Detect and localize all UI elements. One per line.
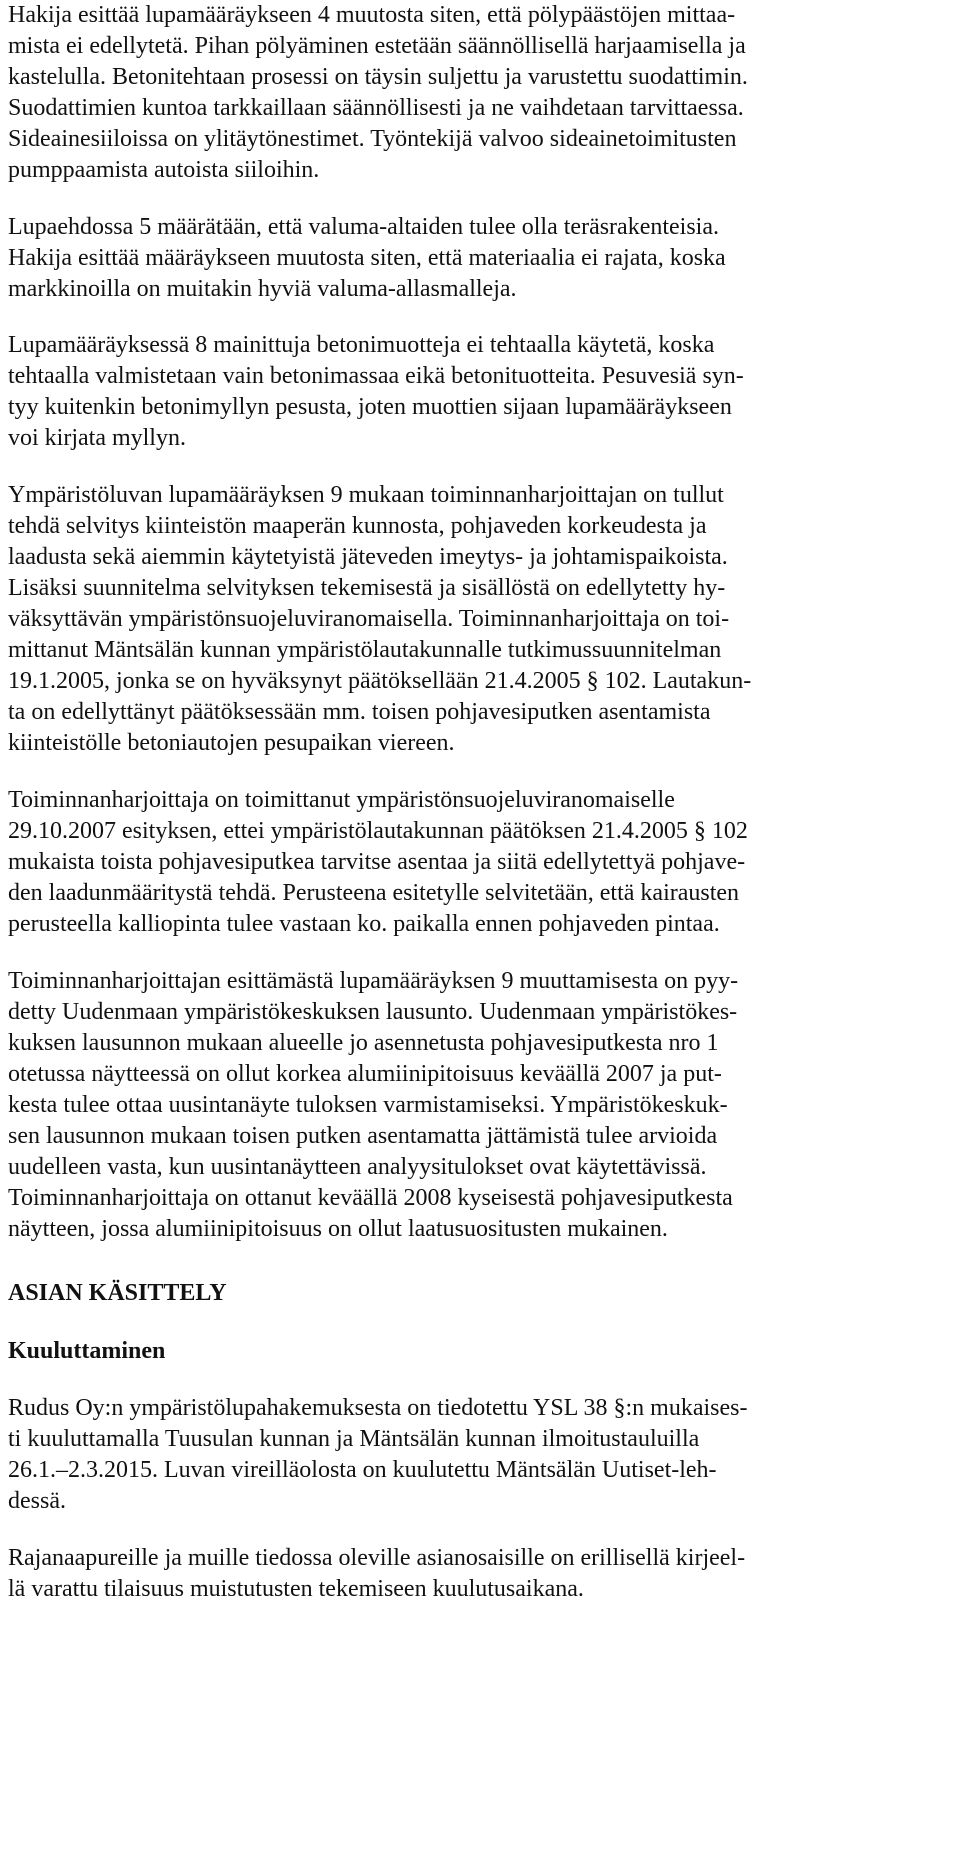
text-line: kiinteistölle betoniautojen pesupaikan viereen. (8, 730, 455, 756)
text-line: kesta tulee ottaa uusintanäyte tuloksen varmistamiseksi. Ympäristökeskuk- (8, 1092, 728, 1118)
text-line: dessä. (8, 1488, 66, 1514)
text-line: tehdä selvitys kiinteistön maaperän kunnosta, pohjaveden korkeudesta ja (8, 513, 707, 539)
text-line: Lupamääräyksessä 8 mainittuja betonimuotteja ei tehtaalla käytetä, koska (8, 332, 715, 358)
text-line: perusteella kalliopinta tulee vastaan ko. paikalla ennen pohjaveden pintaa. (8, 911, 720, 937)
text-line: uudelleen vasta, kun uusintanäytteen analyysitulokset ovat käytettävissä. (8, 1154, 707, 1180)
text-line: Toiminnanharjoittaja on ottanut keväällä 2008 kyseisestä pohjavesiputkesta (8, 1185, 733, 1211)
text-line: sen lausunnon mukaan toisen putken asentamatta jättämistä tulee arvioida (8, 1123, 718, 1149)
text-line: markkinoilla on muitakin hyviä valuma-allasmalleja. (8, 276, 517, 302)
text-line: kuksen lausunnon mukaan alueelle jo asennetusta pohjavesiputkesta nro 1 (8, 1030, 719, 1056)
text-line: Rajanaapureille ja muille tiedossa oleville asianosaisille on erillisellä kirjeel- (8, 1545, 746, 1571)
text-line: detty Uudenmaan ympäristökeskuksen lausunto. Uudenmaan ympäristökes- (8, 999, 738, 1025)
text-line: mittanut Mäntsälän kunnan ympäristölautakunnalle tutkimussuunnitelman (8, 637, 722, 663)
text-line: voi kirjata myllyn. (8, 425, 186, 451)
text-line: Sideainesiiloissa on ylitäytönestimet. Työntekijä valvoo sideainetoimitusten (8, 126, 737, 152)
text-line: näytteen, jossa alumiinipitoisuus on ollut laatusuositusten mukainen. (8, 1216, 668, 1242)
text-line: otetussa näytteessä on ollut korkea alumiinipitoisuus keväällä 2007 ja put- (8, 1061, 722, 1087)
text-line: mukaista toista pohjavesiputkea tarvitse asentaa ja siitä edellytettyä pohjave- (8, 849, 746, 875)
text-line: 19.1.2005, jonka se on hyväksynyt päätöksellään 21.4.2005 § 102. Lautakun- (8, 668, 752, 694)
text-line: Hakija esittää lupamääräykseen 4 muutosta siten, että pölypäästöjen mittaa- (8, 2, 736, 28)
subsection-heading: Kuuluttaminen (8, 1338, 166, 1364)
text-line: Lupaehdossa 5 määrätään, että valuma-altaiden tulee olla teräsrakenteisia. (8, 214, 719, 240)
text-line: ta on edellyttänyt päätöksessään mm. toisen pohjavesiputken asentamista (8, 699, 711, 725)
text-line: Suodattimien kuntoa tarkkaillaan säännöllisesti ja ne vaihdetaan tarvittaessa. (8, 95, 744, 121)
text-line: lä varattu tilaisuus muistutusten tekemiseen kuulutusaikana. (8, 1576, 584, 1602)
text-line: ti kuuluttamalla Tuusulan kunnan ja Mäntsälän kunnan ilmoitustauluilla (8, 1426, 700, 1452)
text-line: 26.1.–2.3.2015. Luvan vireilläolosta on kuulutettu Mäntsälän Uutiset-leh- (8, 1457, 717, 1483)
text-line: 29.10.2007 esityksen, ettei ympäristölautakunnan päätöksen 21.4.2005 § 102 (8, 818, 748, 844)
text-line: Toiminnanharjoittaja on toimittanut ympäristönsuojeluviranomaiselle (8, 787, 675, 813)
text-line: laadusta sekä aiemmin käytetyistä jäteveden imeytys- ja johtamispaikoista. (8, 544, 728, 570)
text-line: kastelulla. Betonitehtaan prosessi on täysin suljettu ja varustettu suodattimin. (8, 64, 748, 90)
text-line: pumppaamista autoista siiloihin. (8, 157, 320, 183)
text-line: Lisäksi suunnitelma selvityksen tekemisestä ja sisällöstä on edellytetty hy- (8, 575, 726, 601)
text-line: tyy kuitenkin betonimyllyn pesusta, joten muottien sijaan lupamääräykseen (8, 394, 732, 420)
text-line: Rudus Oy:n ympäristölupahakemuksesta on tiedotettu YSL 38 §:n mukaises- (8, 1395, 748, 1421)
text-line: Hakija esittää määräykseen muutosta siten, että materiaalia ei rajata, koska (8, 245, 726, 271)
text-line: väksyttävän ympäristönsuojeluviranomaisella. Toiminnanharjoittaja on toi- (8, 606, 730, 632)
text-line: Ympäristöluvan lupamääräyksen 9 mukaan toiminnanharjoittajan on tullut (8, 482, 724, 508)
section-heading: ASIAN KÄSITTELY (8, 1280, 227, 1306)
text-line: tehtaalla valmistetaan vain betonimassaa eikä betonituotteita. Pesuvesiä syn- (8, 363, 744, 389)
text-line: mista ei edellytetä. Pihan pölyäminen estetään säännöllisellä harjaamisella ja (8, 33, 746, 59)
text-line: Toiminnanharjoittajan esittämästä lupamääräyksen 9 muuttamisesta on pyy- (8, 968, 739, 994)
text-line: den laadunmääritystä tehdä. Perusteena esitetylle selvitetään, että kairausten (8, 880, 740, 906)
